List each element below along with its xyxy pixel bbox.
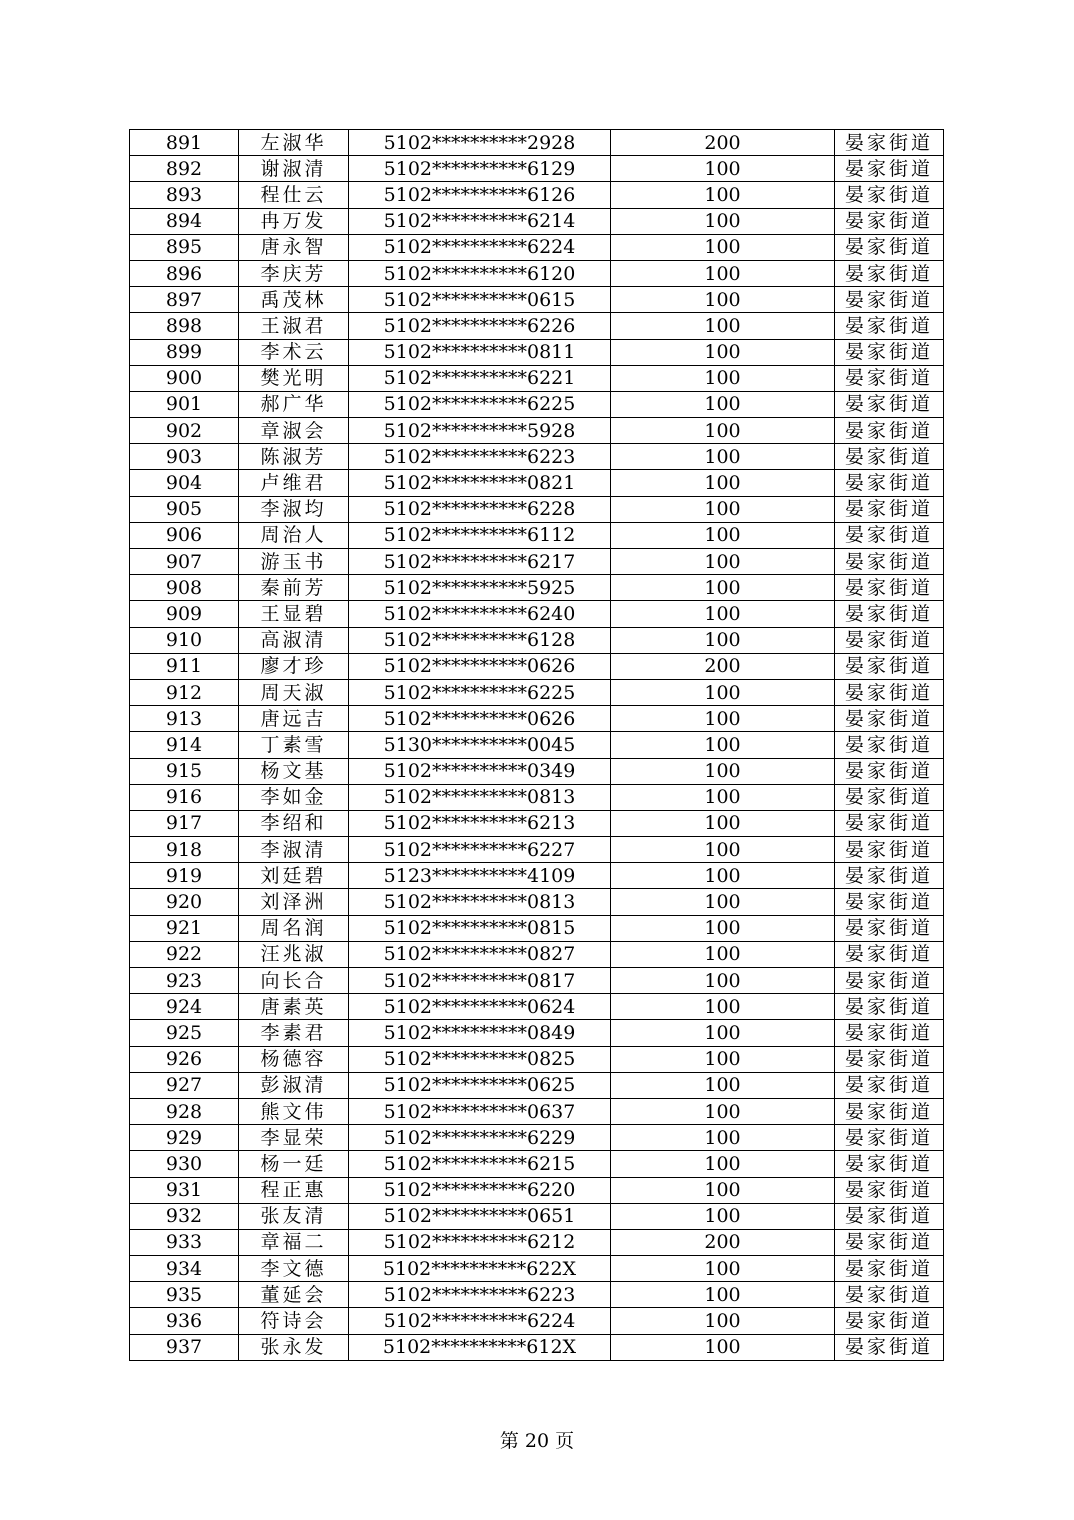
- id-number-cell: 5102**********6224: [349, 1308, 611, 1334]
- amount-cell: 100: [611, 732, 835, 758]
- street-cell: 晏家街道: [835, 1098, 944, 1124]
- table-row: [130, 1151, 944, 1177]
- table-row: [130, 496, 944, 522]
- table-row: [130, 444, 944, 470]
- amount-cell: 100: [611, 627, 835, 653]
- amount-cell: 100: [611, 941, 835, 967]
- table-row: [130, 391, 944, 417]
- name-cell: 左淑华: [239, 130, 349, 156]
- street-cell: 晏家街道: [835, 889, 944, 915]
- table-row: [130, 365, 944, 391]
- id-number-cell: 5102**********0825: [349, 1046, 611, 1072]
- table-row: [130, 706, 944, 732]
- street-cell: 晏家街道: [835, 968, 944, 994]
- id-number-cell: 5102**********0626: [349, 653, 611, 679]
- street-cell: 晏家街道: [835, 575, 944, 601]
- table-row: [130, 601, 944, 627]
- amount-cell: 100: [611, 758, 835, 784]
- row-number-cell: 895: [130, 234, 239, 260]
- street-cell: 晏家街道: [835, 549, 944, 575]
- street-cell: 晏家街道: [835, 287, 944, 313]
- row-number-cell: 926: [130, 1046, 239, 1072]
- id-number-cell: 5102**********6223: [349, 444, 611, 470]
- id-number-cell: 5102**********0813: [349, 889, 611, 915]
- name-cell: 刘泽洲: [239, 889, 349, 915]
- id-number-cell: 5102**********612X: [349, 1334, 611, 1360]
- name-cell: 游玉书: [239, 549, 349, 575]
- name-cell: 彭淑清: [239, 1072, 349, 1098]
- row-number-cell: 893: [130, 182, 239, 208]
- name-cell: 唐远吉: [239, 706, 349, 732]
- amount-cell: 100: [611, 496, 835, 522]
- name-cell: 廖才珍: [239, 653, 349, 679]
- street-cell: 晏家街道: [835, 522, 944, 548]
- table-row: [130, 1177, 944, 1203]
- amount-cell: 100: [611, 156, 835, 182]
- name-cell: 郝广华: [239, 391, 349, 417]
- street-cell: 晏家街道: [835, 1072, 944, 1098]
- street-cell: 晏家街道: [835, 732, 944, 758]
- table-row: [130, 575, 944, 601]
- street-cell: 晏家街道: [835, 444, 944, 470]
- name-cell: 丁素雪: [239, 732, 349, 758]
- row-number-cell: 902: [130, 418, 239, 444]
- name-cell: 李素君: [239, 1020, 349, 1046]
- street-cell: 晏家街道: [835, 915, 944, 941]
- table-row: [130, 260, 944, 286]
- row-number-cell: 925: [130, 1020, 239, 1046]
- row-number-cell: 930: [130, 1151, 239, 1177]
- amount-cell: 100: [611, 679, 835, 705]
- id-number-cell: 5102**********0815: [349, 915, 611, 941]
- id-number-cell: 5102**********6214: [349, 208, 611, 234]
- id-number-cell: 5102**********0849: [349, 1020, 611, 1046]
- name-cell: 程仕云: [239, 182, 349, 208]
- street-cell: 晏家街道: [835, 313, 944, 339]
- street-cell: 晏家街道: [835, 784, 944, 810]
- name-cell: 卢维君: [239, 470, 349, 496]
- table-row: [130, 968, 944, 994]
- row-number-cell: 922: [130, 941, 239, 967]
- amount-cell: 100: [611, 575, 835, 601]
- row-number-cell: 935: [130, 1282, 239, 1308]
- table-row: [130, 549, 944, 575]
- id-number-cell: 5102**********5925: [349, 575, 611, 601]
- id-number-cell: 5102**********2928: [349, 130, 611, 156]
- id-number-cell: 5102**********6225: [349, 391, 611, 417]
- name-cell: 唐永智: [239, 234, 349, 260]
- amount-cell: 100: [611, 313, 835, 339]
- name-cell: 周治人: [239, 522, 349, 548]
- name-cell: 章淑会: [239, 418, 349, 444]
- name-cell: 高淑清: [239, 627, 349, 653]
- amount-cell: 100: [611, 1334, 835, 1360]
- table-row: [130, 156, 944, 182]
- table-row: [130, 130, 944, 156]
- amount-cell: 100: [611, 1177, 835, 1203]
- name-cell: 樊光明: [239, 365, 349, 391]
- name-cell: 董延会: [239, 1282, 349, 1308]
- amount-cell: 200: [611, 1229, 835, 1255]
- name-cell: 周天淑: [239, 679, 349, 705]
- name-cell: 刘廷碧: [239, 863, 349, 889]
- row-number-cell: 920: [130, 889, 239, 915]
- table-row: [130, 287, 944, 313]
- row-number-cell: 908: [130, 575, 239, 601]
- street-cell: 晏家街道: [835, 601, 944, 627]
- amount-cell: 100: [611, 994, 835, 1020]
- street-cell: 晏家街道: [835, 994, 944, 1020]
- row-number-cell: 923: [130, 968, 239, 994]
- amount-cell: 100: [611, 1282, 835, 1308]
- name-cell: 秦前芳: [239, 575, 349, 601]
- amount-cell: 100: [611, 601, 835, 627]
- id-number-cell: 5102**********5928: [349, 418, 611, 444]
- street-cell: 晏家街道: [835, 863, 944, 889]
- name-cell: 张永发: [239, 1334, 349, 1360]
- id-number-cell: 5102**********6129: [349, 156, 611, 182]
- row-number-cell: 899: [130, 339, 239, 365]
- amount-cell: 100: [611, 706, 835, 732]
- id-number-cell: 5102**********6112: [349, 522, 611, 548]
- amount-cell: 100: [611, 915, 835, 941]
- street-cell: 晏家街道: [835, 339, 944, 365]
- id-number-cell: 5102**********6213: [349, 810, 611, 836]
- amount-cell: 100: [611, 1203, 835, 1229]
- id-number-cell: 5102**********6120: [349, 260, 611, 286]
- street-cell: 晏家街道: [835, 260, 944, 286]
- id-number-cell: 5102**********6215: [349, 1151, 611, 1177]
- amount-cell: 100: [611, 260, 835, 286]
- row-number-cell: 905: [130, 496, 239, 522]
- street-cell: 晏家街道: [835, 182, 944, 208]
- amount-cell: 100: [611, 339, 835, 365]
- name-cell: 李淑均: [239, 496, 349, 522]
- amount-cell: 100: [611, 1072, 835, 1098]
- street-cell: 晏家街道: [835, 234, 944, 260]
- table-row: [130, 837, 944, 863]
- name-cell: 章福二: [239, 1229, 349, 1255]
- street-cell: 晏家街道: [835, 1125, 944, 1151]
- street-cell: 晏家街道: [835, 706, 944, 732]
- street-cell: 晏家街道: [835, 941, 944, 967]
- street-cell: 晏家街道: [835, 758, 944, 784]
- row-number-cell: 933: [130, 1229, 239, 1255]
- row-number-cell: 929: [130, 1125, 239, 1151]
- amount-cell: 100: [611, 391, 835, 417]
- table-row: [130, 1072, 944, 1098]
- id-number-cell: 5102**********0817: [349, 968, 611, 994]
- table-row: [130, 810, 944, 836]
- row-number-cell: 910: [130, 627, 239, 653]
- table-row: [130, 470, 944, 496]
- street-cell: 晏家街道: [835, 837, 944, 863]
- name-cell: 王淑君: [239, 313, 349, 339]
- table-row: [130, 1282, 944, 1308]
- name-cell: 汪兆淑: [239, 941, 349, 967]
- id-number-cell: 5102**********6240: [349, 601, 611, 627]
- row-number-cell: 907: [130, 549, 239, 575]
- amount-cell: 100: [611, 889, 835, 915]
- row-number-cell: 931: [130, 1177, 239, 1203]
- table-row: [130, 418, 944, 444]
- amount-cell: 100: [611, 1046, 835, 1072]
- amount-cell: 100: [611, 182, 835, 208]
- table-row: [130, 234, 944, 260]
- name-cell: 杨一廷: [239, 1151, 349, 1177]
- id-number-cell: 5102**********0625: [349, 1072, 611, 1098]
- table-row: [130, 208, 944, 234]
- street-cell: 晏家街道: [835, 418, 944, 444]
- name-cell: 李绍和: [239, 810, 349, 836]
- row-number-cell: 896: [130, 260, 239, 286]
- amount-cell: 100: [611, 1151, 835, 1177]
- amount-cell: 100: [611, 208, 835, 234]
- street-cell: 晏家街道: [835, 1177, 944, 1203]
- row-number-cell: 928: [130, 1098, 239, 1124]
- row-number-cell: 918: [130, 837, 239, 863]
- table-body: [130, 130, 944, 1361]
- street-cell: 晏家街道: [835, 130, 944, 156]
- table-row: [130, 679, 944, 705]
- amount-cell: 100: [611, 234, 835, 260]
- street-cell: 晏家街道: [835, 365, 944, 391]
- id-number-cell: 5102**********6226: [349, 313, 611, 339]
- table-row: [130, 627, 944, 653]
- row-number-cell: 914: [130, 732, 239, 758]
- table-row: [130, 1334, 944, 1360]
- row-number-cell: 937: [130, 1334, 239, 1360]
- table-row: [130, 1125, 944, 1151]
- street-cell: 晏家街道: [835, 496, 944, 522]
- amount-cell: 100: [611, 549, 835, 575]
- amount-cell: 100: [611, 1098, 835, 1124]
- table-row: [130, 1020, 944, 1046]
- name-cell: 张友清: [239, 1203, 349, 1229]
- id-number-cell: 5102**********6228: [349, 496, 611, 522]
- table-row: [130, 994, 944, 1020]
- street-cell: 晏家街道: [835, 208, 944, 234]
- street-cell: 晏家街道: [835, 1151, 944, 1177]
- row-number-cell: 917: [130, 810, 239, 836]
- street-cell: 晏家街道: [835, 470, 944, 496]
- name-cell: 王显碧: [239, 601, 349, 627]
- table-row: [130, 1098, 944, 1124]
- id-number-cell: 5102**********6221: [349, 365, 611, 391]
- table-row: [130, 1229, 944, 1255]
- street-cell: 晏家街道: [835, 810, 944, 836]
- table-row: [130, 522, 944, 548]
- amount-cell: 100: [611, 810, 835, 836]
- row-number-cell: 906: [130, 522, 239, 548]
- table-row: [130, 1308, 944, 1334]
- row-number-cell: 916: [130, 784, 239, 810]
- street-cell: 晏家街道: [835, 627, 944, 653]
- row-number-cell: 912: [130, 679, 239, 705]
- name-cell: 杨文基: [239, 758, 349, 784]
- amount-cell: 100: [611, 418, 835, 444]
- amount-cell: 100: [611, 1256, 835, 1282]
- row-number-cell: 894: [130, 208, 239, 234]
- id-number-cell: 5102**********0637: [349, 1098, 611, 1124]
- name-cell: 周名润: [239, 915, 349, 941]
- table-row: [130, 313, 944, 339]
- id-number-cell: 5102**********6212: [349, 1229, 611, 1255]
- row-number-cell: 921: [130, 915, 239, 941]
- row-number-cell: 911: [130, 653, 239, 679]
- row-number-cell: 915: [130, 758, 239, 784]
- street-cell: 晏家街道: [835, 1308, 944, 1334]
- id-number-cell: 5102**********6128: [349, 627, 611, 653]
- street-cell: 晏家街道: [835, 1256, 944, 1282]
- id-number-cell: 5102**********622X: [349, 1256, 611, 1282]
- id-number-cell: 5102**********0624: [349, 994, 611, 1020]
- row-number-cell: 924: [130, 994, 239, 1020]
- name-cell: 李淑清: [239, 837, 349, 863]
- table-row: [130, 915, 944, 941]
- table-row: [130, 339, 944, 365]
- row-number-cell: 898: [130, 313, 239, 339]
- street-cell: 晏家街道: [835, 156, 944, 182]
- row-number-cell: 901: [130, 391, 239, 417]
- id-number-cell: 5130**********0045: [349, 732, 611, 758]
- amount-cell: 100: [611, 784, 835, 810]
- table-row: [130, 758, 944, 784]
- row-number-cell: 927: [130, 1072, 239, 1098]
- name-cell: 符诗会: [239, 1308, 349, 1334]
- street-cell: 晏家街道: [835, 653, 944, 679]
- id-number-cell: 5102**********0813: [349, 784, 611, 810]
- row-number-cell: 900: [130, 365, 239, 391]
- name-cell: 李文德: [239, 1256, 349, 1282]
- name-cell: 程正惠: [239, 1177, 349, 1203]
- name-cell: 李显荣: [239, 1125, 349, 1151]
- row-number-cell: 932: [130, 1203, 239, 1229]
- amount-cell: 100: [611, 1020, 835, 1046]
- table-row: [130, 1256, 944, 1282]
- name-cell: 向长合: [239, 968, 349, 994]
- name-cell: 陈淑芳: [239, 444, 349, 470]
- id-number-cell: 5102**********6224: [349, 234, 611, 260]
- id-number-cell: 5102**********0651: [349, 1203, 611, 1229]
- id-number-cell: 5102**********6126: [349, 182, 611, 208]
- amount-cell: 100: [611, 444, 835, 470]
- row-number-cell: 903: [130, 444, 239, 470]
- street-cell: 晏家街道: [835, 1020, 944, 1046]
- id-number-cell: 5102**********6220: [349, 1177, 611, 1203]
- street-cell: 晏家街道: [835, 1334, 944, 1360]
- amount-cell: 100: [611, 1125, 835, 1151]
- subsidy-list-table: [129, 129, 944, 1361]
- id-number-cell: 5102**********0615: [349, 287, 611, 313]
- id-number-cell: 5102**********6217: [349, 549, 611, 575]
- id-number-cell: 5102**********0811: [349, 339, 611, 365]
- id-number-cell: 5102**********0827: [349, 941, 611, 967]
- table-row: [130, 1046, 944, 1072]
- row-number-cell: 919: [130, 863, 239, 889]
- page-number: 第 20 页: [499, 1430, 575, 1452]
- amount-cell: 100: [611, 470, 835, 496]
- name-cell: 熊文伟: [239, 1098, 349, 1124]
- id-number-cell: 5102**********0821: [349, 470, 611, 496]
- table-row: [130, 1203, 944, 1229]
- id-number-cell: 5102**********6227: [349, 837, 611, 863]
- table-row: [130, 732, 944, 758]
- row-number-cell: 891: [130, 130, 239, 156]
- street-cell: 晏家街道: [835, 1203, 944, 1229]
- row-number-cell: 934: [130, 1256, 239, 1282]
- table-row: [130, 182, 944, 208]
- street-cell: 晏家街道: [835, 679, 944, 705]
- row-number-cell: 904: [130, 470, 239, 496]
- id-number-cell: 5102**********6223: [349, 1282, 611, 1308]
- amount-cell: 100: [611, 365, 835, 391]
- name-cell: 唐素英: [239, 994, 349, 1020]
- name-cell: 李庆芳: [239, 260, 349, 286]
- row-number-cell: 892: [130, 156, 239, 182]
- table-row: [130, 941, 944, 967]
- amount-cell: 200: [611, 130, 835, 156]
- name-cell: 杨德容: [239, 1046, 349, 1072]
- id-number-cell: 5102**********6229: [349, 1125, 611, 1151]
- id-number-cell: 5102**********0349: [349, 758, 611, 784]
- row-number-cell: 897: [130, 287, 239, 313]
- name-cell: 李如金: [239, 784, 349, 810]
- id-number-cell: 5102**********0626: [349, 706, 611, 732]
- name-cell: 禹茂林: [239, 287, 349, 313]
- id-number-cell: 5123**********4109: [349, 863, 611, 889]
- amount-cell: 100: [611, 1308, 835, 1334]
- street-cell: 晏家街道: [835, 1046, 944, 1072]
- amount-cell: 100: [611, 863, 835, 889]
- amount-cell: 100: [611, 287, 835, 313]
- table-row: [130, 653, 944, 679]
- street-cell: 晏家街道: [835, 391, 944, 417]
- amount-cell: 100: [611, 968, 835, 994]
- street-cell: 晏家街道: [835, 1229, 944, 1255]
- name-cell: 谢淑清: [239, 156, 349, 182]
- row-number-cell: 913: [130, 706, 239, 732]
- table-row: [130, 863, 944, 889]
- table-row: [130, 784, 944, 810]
- id-number-cell: 5102**********6225: [349, 679, 611, 705]
- name-cell: 冉万发: [239, 208, 349, 234]
- name-cell: 李术云: [239, 339, 349, 365]
- amount-cell: 200: [611, 653, 835, 679]
- amount-cell: 100: [611, 522, 835, 548]
- row-number-cell: 936: [130, 1308, 239, 1334]
- street-cell: 晏家街道: [835, 1282, 944, 1308]
- row-number-cell: 909: [130, 601, 239, 627]
- amount-cell: 100: [611, 837, 835, 863]
- table-row: [130, 889, 944, 915]
